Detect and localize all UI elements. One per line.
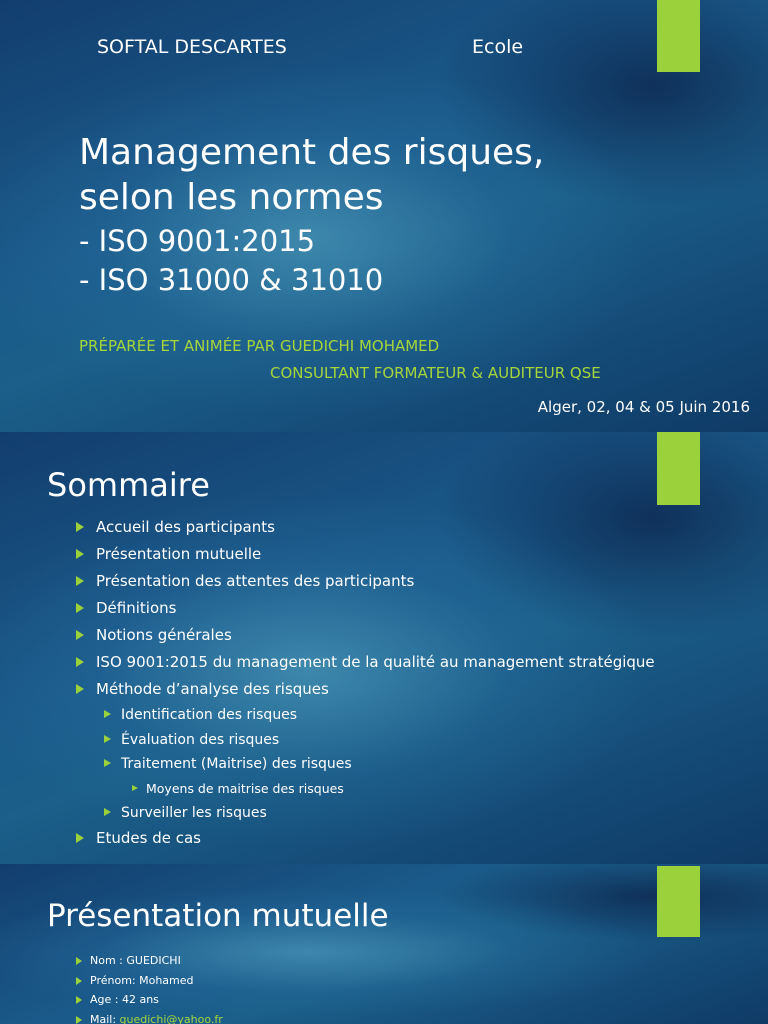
list-subitem: Identification des risques bbox=[76, 703, 756, 728]
profile-mail bbox=[76, 1010, 223, 1024]
standard-iso-31000: - ISO 31000 & 31010 bbox=[79, 263, 384, 297]
profile-age: Age : 42 ans bbox=[76, 990, 223, 1010]
list-item: Définitions bbox=[76, 595, 756, 622]
presentation-date: Alger, 02, 04 & 05 Juin 2016 bbox=[537, 398, 750, 416]
slide-heading: Sommaire bbox=[47, 466, 210, 504]
list-item: Présentation mutuelle bbox=[76, 541, 756, 568]
accent-bar bbox=[657, 432, 700, 505]
list-item: Présentation des attentes des participants bbox=[76, 568, 756, 595]
list-subsubitem: Moyens de maitrise des risques bbox=[76, 777, 756, 801]
list-item: Accueil des participants bbox=[76, 514, 756, 541]
summary-list bbox=[76, 514, 756, 852]
mail-link[interactable]: guedichi@yahoo.fr bbox=[119, 1012, 223, 1024]
accent-bar bbox=[657, 0, 700, 72]
presenter-role: CONSULTANT FORMATEUR & AUDITEUR QSE bbox=[270, 364, 601, 382]
summary-slide bbox=[0, 432, 768, 864]
presenter-name: PRÉPARÉE ET ANIMÉE PAR GUEDICHI MOHAMED bbox=[79, 337, 440, 355]
list-subitem: Traitement (Maitrise) des risques bbox=[76, 752, 756, 777]
title-slide bbox=[0, 0, 768, 432]
list-item: Etudes de cas bbox=[76, 825, 756, 852]
list-item: ISO 9001:2015 du management de la qualité au management stratégique bbox=[76, 649, 756, 676]
introduction-slide bbox=[0, 864, 768, 1024]
accent-bar bbox=[657, 866, 700, 937]
list-subitem: Surveiller les risques bbox=[76, 801, 756, 826]
mail-label: Mail: bbox=[90, 1012, 120, 1024]
profile-last-name: Nom : GUEDICHI bbox=[76, 951, 223, 971]
list-item: Méthode d’analyse des risques bbox=[76, 676, 756, 703]
list-item: Notions générales bbox=[76, 622, 756, 649]
standard-iso-9001: - ISO 9001:2015 bbox=[79, 224, 316, 258]
list-subitem: Évaluation des risques bbox=[76, 728, 756, 753]
profile-list bbox=[76, 951, 223, 1024]
profile-first-name: Prénom: Mohamed bbox=[76, 971, 223, 991]
organization-name: SOFTAL DESCARTES bbox=[97, 36, 287, 58]
slide-heading: Présentation mutuelle bbox=[47, 898, 389, 934]
presentation-title: Management des risques, selon les normes bbox=[79, 132, 545, 218]
school-name: Ecole bbox=[472, 36, 524, 58]
